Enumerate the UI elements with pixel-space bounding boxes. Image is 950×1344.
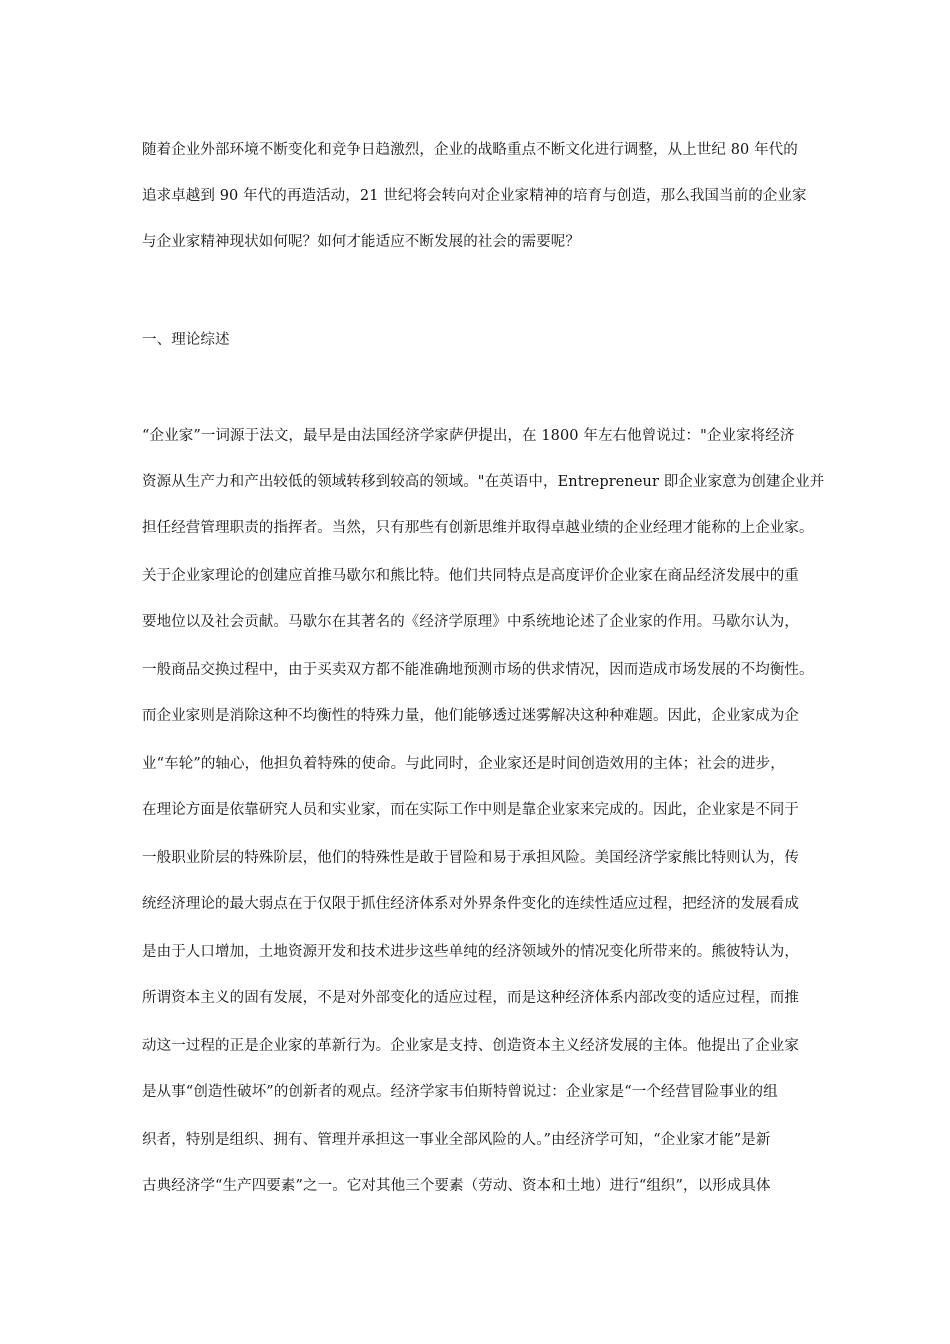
body-line-7: 而企业家则是消除这种不均衡性的特殊力量，他们能够透过迷雾解决这种种难题。因此，企业家成为企 [142, 708, 799, 724]
body-line-17: 古典经济学“生产四要素”之一。它对其他三个要素（劳动、资本和土地）进行“组织”，以形成具体 [142, 1178, 771, 1194]
body-line-6: 一般商品交换过程中，由于买卖双方都不能准确地预测市场的供求情况，因而造成市场发展的不均衡性。 [142, 662, 814, 678]
body-line-8: 业“车轮”的轴心，他担负着特殊的使命。与此同时，企业家还是时间创造效用的主体；社会的进步， [142, 756, 785, 772]
body-line-13: 所谓资本主义的固有发展，不是对外部变化的适应过程，而是这种经济体系内部改变的适应过程，而推 [142, 990, 799, 1006]
intro-line-2: 追求卓越到 90 年代的再造活动，21 世纪将会转向对企业家精神的培育与创造，那么我国当前的企业家 [142, 188, 807, 204]
body-line-10: 一般职业阶层的特殊阶层，他们的特殊性是敢于冒险和易于承担风险。美国经济学家熊比特则认为，传 [142, 850, 799, 866]
body-line-5: 要地位以及社会贡献。马歇尔在其著名的《经济学原理》中系统地论述了企业家的作用。马歇尔认为， [142, 614, 799, 630]
body-line-16: 织者，特别是组织、拥有、管理并承担这一事业全部风险的人。”由经济学可知，“企业家才能”是新 [142, 1132, 771, 1148]
body-line-11: 统经济理论的最大弱点在于仅限于抓住经济体系对外界条件变化的连续性适应过程，把经济的发展看成 [142, 896, 799, 912]
body-line-12: 是由于人口增加，土地资源开发和技术进步这些单纯的经济领域外的情况变化所带来的。熊彼特认为， [142, 944, 799, 960]
body-line-9: 在理论方面是依靠研究人员和实业家，而在实际工作中则是靠企业家来完成的。因此，企业家是不同于 [142, 802, 799, 818]
intro-line-3: 与企业家精神现状如何呢？如何才能适应不断发展的社会的需要呢？ [142, 234, 580, 250]
body-line-15: 是从事“创造性破坏”的创新者的观点。经济学家韦伯斯特曾说过：企业家是“一个经营冒险事业的组 [142, 1084, 778, 1100]
body-line-3: 担任经营管理职责的指挥者。当然，只有那些有创新思维并取得卓越业绩的企业经理才能称的上企业家。 [142, 520, 814, 536]
body-line-4: 关于企业家理论的创建应首推马歇尔和熊比特。他们共同特点是高度评价企业家在商品经济发展中的重 [142, 568, 799, 584]
body-line-2: 资源从生产力和产出较低的领域转移到较高的领域。"在英语中，Entrepreneur 即企业家意为创建企业并 [142, 474, 825, 490]
intro-line-1: 随着企业外部环境不断变化和竞争日趋激烈，企业的战略重点不断文化进行调整，从上世纪 80 年代的 [142, 142, 798, 158]
body-line-1: “企业家”一词源于法文，最早是由法国经济学家萨伊提出，在 1800 年左右他曾说过："企业家将经济 [142, 428, 795, 444]
body-line-14: 动这一过程的正是企业家的革新行为。企业家是支持、创造资本主义经济发展的主体。他提出了企业家 [142, 1038, 799, 1054]
section-heading: 一、理论综述 [142, 332, 230, 348]
